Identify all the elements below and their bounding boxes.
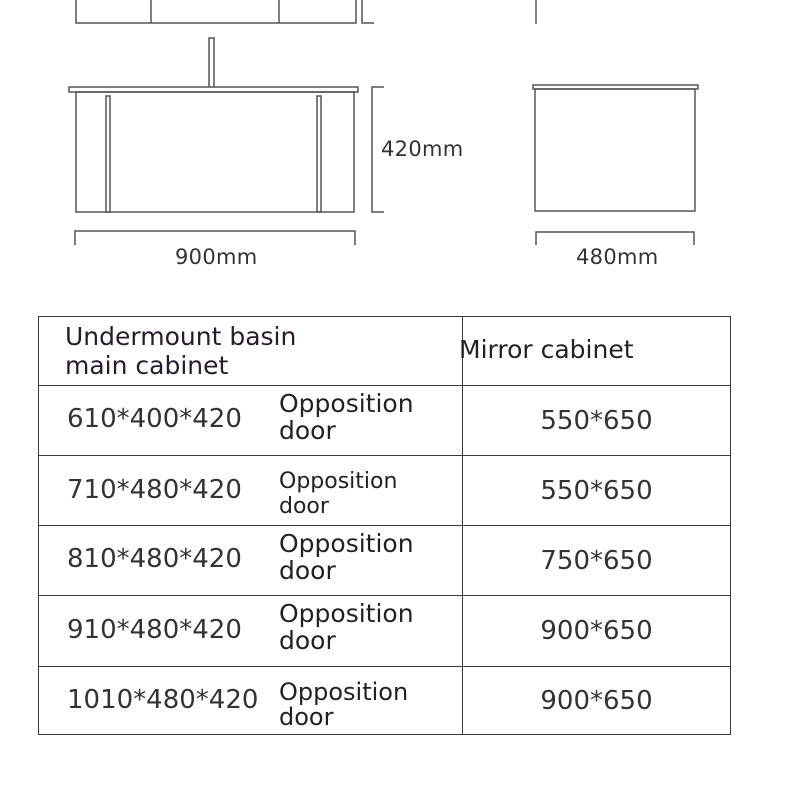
front-view-cabinet: [69, 87, 358, 212]
main-cabinet-cell: [39, 667, 463, 735]
cabinet-size: 710*480*420: [67, 475, 242, 505]
cabinet-size: 1010*480*420: [67, 685, 259, 715]
table-row: [39, 667, 731, 735]
door-type-line1: Opposition: [279, 599, 414, 628]
door-type-line1: Opposition: [279, 469, 398, 494]
door-type: [279, 680, 408, 730]
mirror-size-cell: 550*650: [463, 386, 731, 456]
door-type-line2: door: [279, 626, 336, 655]
table-row: [39, 386, 731, 456]
door-type-line1: Opposition: [279, 678, 409, 706]
table-header-row: [39, 317, 731, 386]
main-cabinet-cell: [39, 526, 463, 596]
mirror-size-cell: 900*650: [463, 596, 731, 667]
side-view-cabinet: [533, 85, 698, 211]
main-cabinet-cell: [39, 596, 463, 667]
depth-label: 480mm: [576, 245, 659, 269]
door-type-line2: door: [279, 703, 334, 731]
cabinet-size: 810*480*420: [67, 544, 242, 574]
faucet-shape: [209, 38, 214, 88]
door-type-line1: Opposition: [279, 389, 414, 418]
header-main-line1: Undermount basin: [65, 322, 297, 351]
width-bracket: [75, 231, 355, 245]
main-cabinet-cell: [39, 386, 463, 456]
spec-table: [38, 316, 731, 735]
mirror-cabinet-partial: [76, 0, 536, 24]
height-label: 420mm: [381, 137, 464, 161]
table-row: [39, 596, 731, 667]
door-type-line2: door: [279, 494, 329, 519]
door-type: [279, 600, 414, 654]
cabinet-size: 610*400*420: [67, 404, 242, 434]
header-main-line2: main cabinet: [65, 351, 229, 380]
main-cabinet-cell: [39, 456, 463, 526]
door-type-line1: Opposition: [279, 529, 414, 558]
mirror-size-cell: 750*650: [463, 526, 731, 596]
door-type: [279, 390, 414, 444]
mirror-size-cell: 900*650: [463, 667, 731, 735]
width-label: 900mm: [175, 245, 258, 269]
header-main-cabinet: [39, 317, 463, 386]
table-row: [39, 456, 731, 526]
depth-bracket: [536, 232, 694, 245]
door-type-line2: door: [279, 416, 336, 445]
cabinet-size: 910*480*420: [67, 615, 242, 645]
header-mirror-cabinet: [459, 317, 731, 386]
mirror-size-cell: 550*650: [463, 456, 731, 526]
header-mirror-label: Mirror cabinet: [459, 335, 634, 364]
table-row: [39, 526, 731, 596]
door-type-line2: door: [279, 556, 336, 585]
door-type: [279, 530, 414, 584]
door-type: [279, 469, 397, 519]
